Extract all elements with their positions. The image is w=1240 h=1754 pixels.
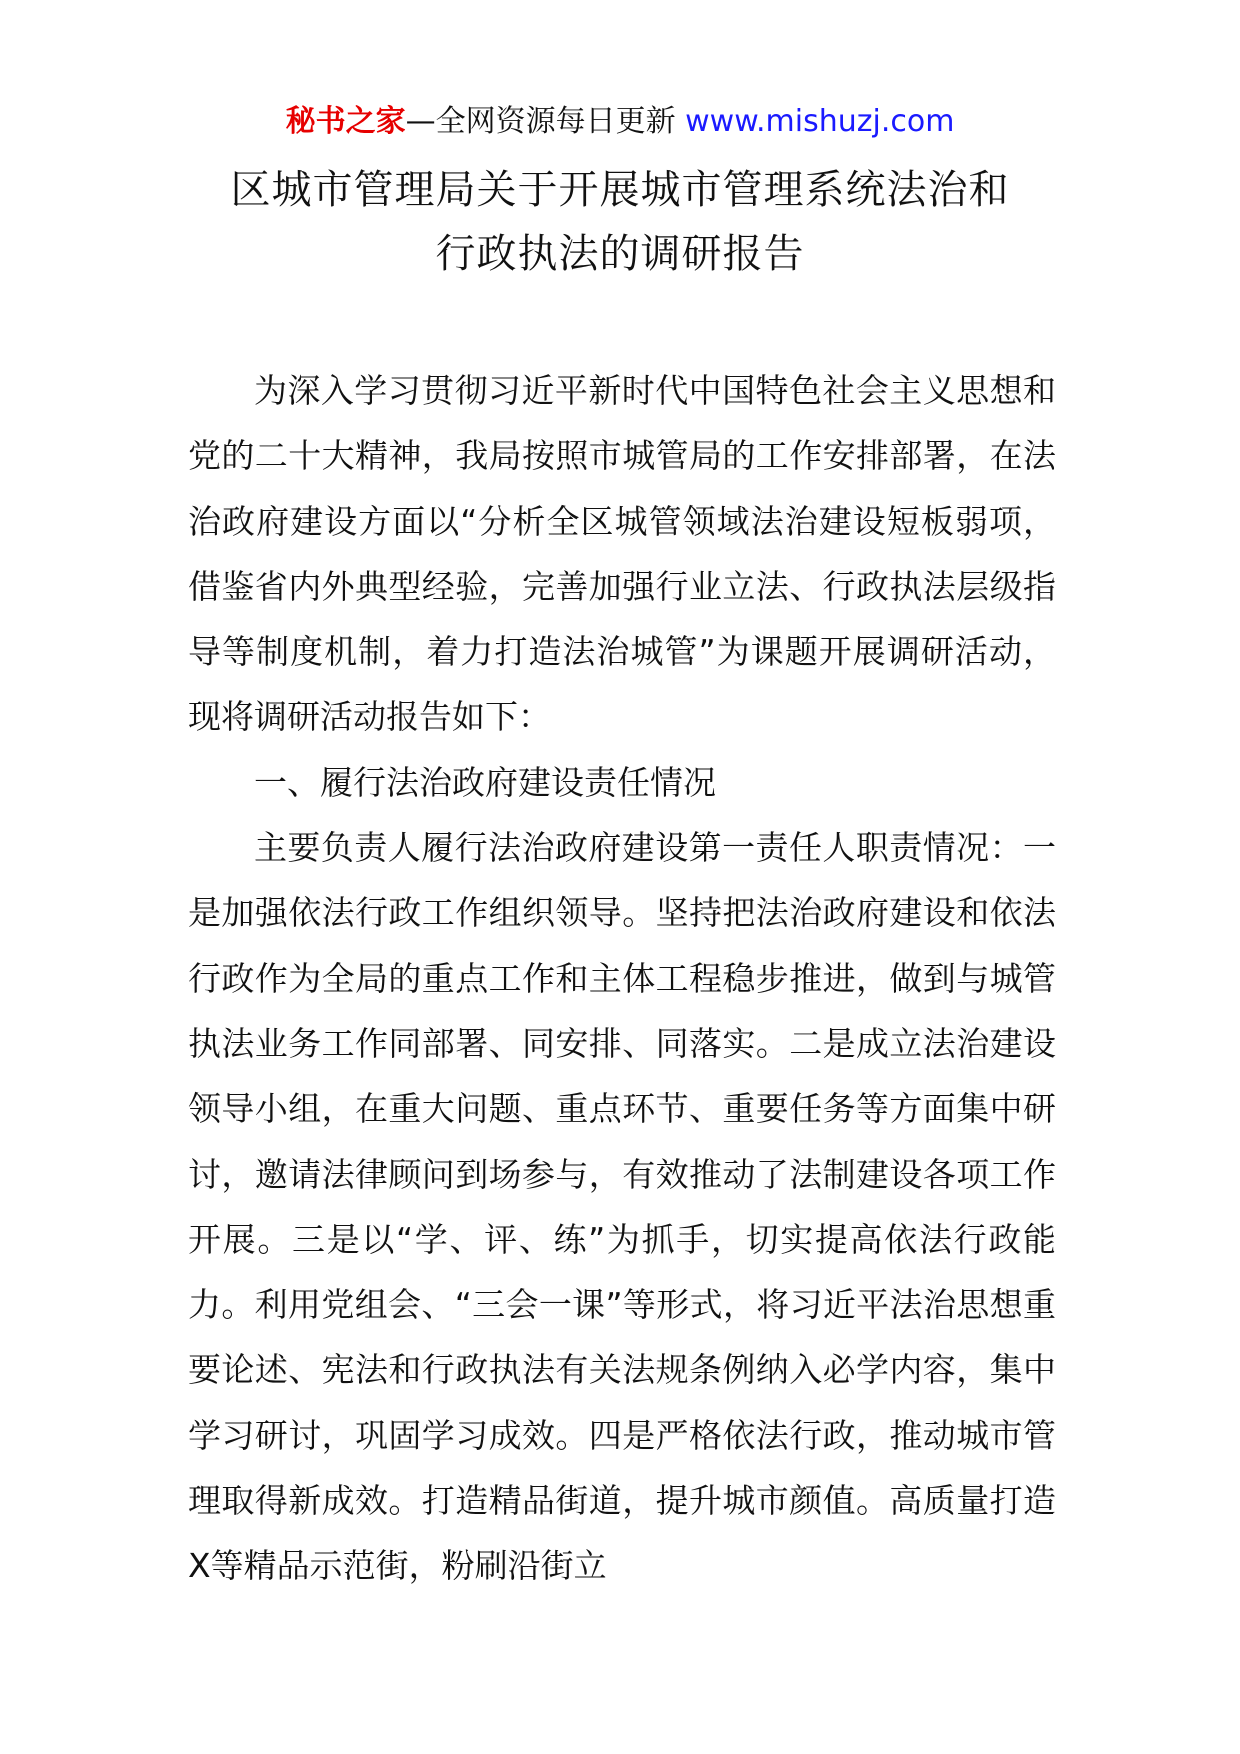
site-url-link[interactable]: www.mishuzj.com xyxy=(685,104,955,139)
document-body xyxy=(188,358,1056,1599)
document-title xyxy=(0,158,1240,286)
intro-paragraph: 为深入学习贯彻习近平新时代中国特色社会主义思想和党的二十大精神，我局按照市城管局的工作安排部署，在法治政府建设方面以“分析全区城管领域法治建设短板弱项，借鉴省内外典型经验，完善加强行业立法、行政执法层级指导等制度机制，着力打造法治城管”为课题开展调研活动，现将调研活动报告如下： xyxy=(188,371,1056,737)
header-tagline: —全网资源每日更新 xyxy=(405,104,686,139)
body-paragraph: 主要负责人履行法治政府建设第一责任人职责情况：一是加强依法行政工作组织领导。坚持把法治政府建设和依法行政作为全局的重点工作和主体工程稳步推进，做到与城管执法业务工作同部署、同安排、同落实。二是成立法治建设领导小组，在重大问题、重点环节、重要任务等方面集中研讨，邀请法律顾问到场参与，有效推动了法制建设各项工作开展。三是以“学、评、练”为抓手，切实提高依法行政能力。利用党组会、“三会一课”等形式，将习近平法治思想重要论述、宪法和行政执法有关法规条例纳入必学内容，集中学习研讨，巩固学习成效。四是严格依法行政，推动城市管理取得新成效。打造精品街道，提升城市颜值。高质量打造X等精品示范街，粉刷沿街立 xyxy=(188,828,1056,1586)
watermark-header xyxy=(0,100,1240,144)
title-line-1: 区城市管理局关于开展城市管理系统法治和 xyxy=(230,167,1010,213)
brand-name: 秘书之家 xyxy=(285,104,406,139)
title-line-2: 行政执法的调研报告 xyxy=(435,231,805,277)
section-heading: 一、履行法治政府建设责任情况 xyxy=(254,762,716,802)
